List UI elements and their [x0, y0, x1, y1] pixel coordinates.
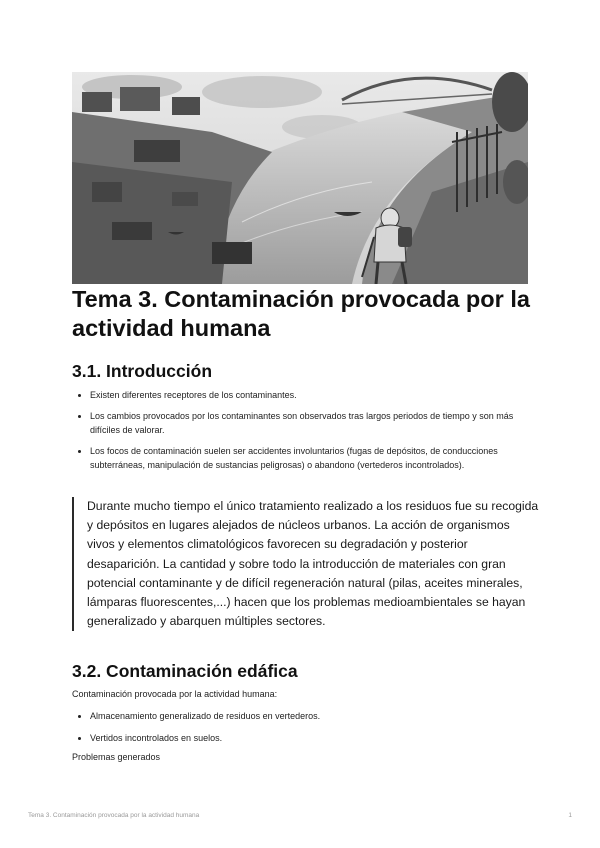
page-title: Tema 3. Contaminación provocada por la actividad humana: [72, 286, 530, 341]
hero-illustration: [72, 72, 528, 284]
list-item: Los cambios provocados por los contaminantes son observados tras largos periodos de tiempo y son más difíciles de valorar.: [72, 409, 532, 438]
polluted-river-sketch: [72, 72, 528, 284]
page-number: 1: [568, 812, 572, 819]
list-item: Existen diferentes receptores de los contaminantes.: [72, 388, 532, 403]
intro-bullet-list: [72, 388, 532, 479]
section-heading-contaminacion-edafica: 3.2. Contaminación edáfica: [72, 661, 298, 681]
footer-title: Tema 3. Contaminación provocada por la actividad humana: [28, 812, 200, 819]
list-item: Los focos de contaminación suelen ser accidentes involuntarios (fugas de depósitos, de conducciones subterráneas, manipulación de sustancias peligrosas) o abandono (vertederos incontrolados).: [72, 444, 532, 473]
list-item: Vertidos incontrolados en suelos.: [72, 731, 532, 746]
edafica-bullet-list: [72, 709, 532, 752]
section-heading-introduccion: 3.1. Introducción: [72, 361, 213, 381]
subheading-problemas: Problemas generados: [72, 752, 161, 762]
list-item: Almacenamiento generalizado de residuos en vertederos.: [72, 709, 532, 724]
blockquote: Durante mucho tiempo el único tratamiento realizado a los residuos fue su recogida y depósitos en lugares alejados de núcleos urbanos. La acción de organismos vivos y elementos climatológicos favorecen su degradación y posterior desaparición. La cantidad y sobre todo la introducción de materiales con gran potencial contaminante y de difícil regeneración natural (pilas, aceites minerales, lámparas fluorescentes,...) hacen que los problemas medioambientales se hayan generalizado y abarquen múltiples sectores.: [72, 497, 539, 631]
section-intro-text: Contaminación provocada por la actividad humana:: [72, 689, 278, 699]
page-footer: [28, 812, 572, 819]
